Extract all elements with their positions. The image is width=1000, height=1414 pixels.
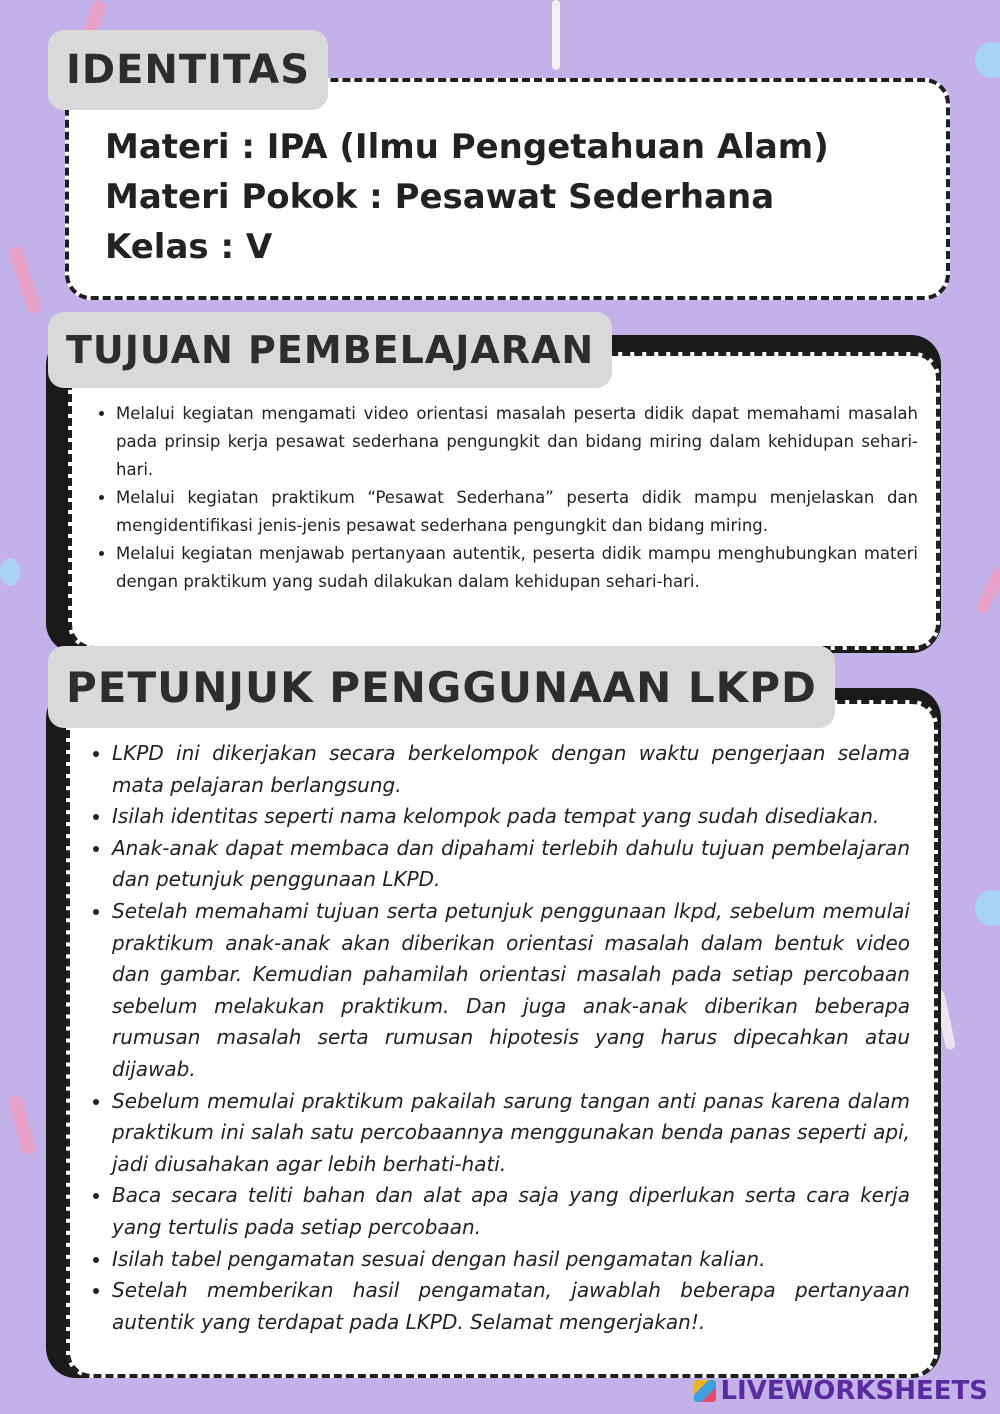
identitas-line-kelas: Kelas : V: [105, 227, 273, 267]
tujuan-item: • Melalui kegiatan praktikum “Pesawat Sederhana” peserta didik mampu menjelaskan dan mengidentifikasi jenis-jenis pesawat sederhana pengungkit dan bidang miring.: [116, 484, 918, 540]
decor-sprinkle: [8, 245, 43, 316]
liveworksheets-logo[interactable]: [694, 1376, 988, 1406]
decor-sprinkle: [7, 1094, 36, 1156]
liveworksheets-logo-icon: [694, 1380, 716, 1402]
identitas-line-materi: Materi : IPA (Ilmu Pengetahuan Alam): [105, 127, 829, 167]
tujuan-list: [94, 400, 918, 596]
petunjuk-item: • Isilah identitas seperti nama kelompok pada tempat yang sudah disediakan.: [112, 801, 910, 833]
petunjuk-item: • Sebelum memulai praktikum pakailah sarung tangan anti panas karena dalam praktikum ini salah satu percobaannya menggunakan benda panas seperti api, jadi diusahakan agar lebih berhati-hati.: [112, 1086, 910, 1181]
tujuan-box: [68, 352, 940, 650]
decor-dot: [975, 890, 1000, 926]
petunjuk-item: • LKPD ini dikerjakan secara berkelompok dengan waktu pengerjaan selama mata pelajaran berlangsung.: [112, 738, 910, 801]
decor-sprinkle: [975, 565, 1000, 615]
petunjuk-item: • Baca secara teliti bahan dan alat apa saja yang diperlukan serta cara kerja yang tertulis pada setiap percobaan.: [112, 1180, 910, 1243]
identitas-line-materi-pokok: Materi Pokok : Pesawat Sederhana: [105, 177, 775, 217]
identitas-box: [65, 78, 950, 300]
petunjuk-item: • Setelah memahami tujuan serta petunjuk penggunaan lkpd, sebelum memulai praktikum anak-anak akan diberikan orientasi masalah dalam bentuk video dan gambar. Kemudian pahamilah orientasi masalah pada setiap percobaan sebelum melakukan praktikum. Dan juga anak-anak diberikan beberapa rumusan masalah serta rumusan hipotesis yang harus dipecahkan atau dijawab.: [112, 896, 910, 1086]
tujuan-item: • Melalui kegiatan menjawab pertanyaan autentik, peserta didik mampu menghubungkan materi dengan praktikum yang sudah dilakukan dalam kehidupan sehari-hari.: [116, 540, 918, 596]
petunjuk-item: • Setelah memberikan hasil pengamatan, jawablah beberapa pertanyaan autentik yang terdapat pada LKPD. Selamat mengerjakan!.: [112, 1275, 910, 1338]
decor-dot: [0, 558, 20, 586]
petunjuk-box: [66, 700, 938, 1378]
identitas-heading: IDENTITAS: [48, 30, 328, 110]
petunjuk-item: • Anak-anak dapat membaca dan dipahami terlebih dahulu tujuan pembelajaran dan petunjuk penggunaan LKPD.: [112, 833, 910, 896]
petunjuk-item: • Isilah tabel pengamatan sesuai dengan hasil pengamatan kalian.: [112, 1244, 910, 1276]
tujuan-heading: TUJUAN PEMBELAJARAN: [48, 312, 612, 388]
petunjuk-list: [90, 738, 910, 1338]
logo-text: LIVEWORKSHEETS: [720, 1376, 988, 1406]
decor-sprinkle: [552, 0, 560, 70]
tujuan-item: • Melalui kegiatan mengamati video orientasi masalah peserta didik dapat memahami masalah pada prinsip kerja pesawat sederhana pengungkit dan bidang miring dalam kehidupan sehari-hari.: [116, 400, 918, 484]
decor-dot: [975, 42, 1000, 78]
petunjuk-heading: PETUNJUK PENGGUNAAN LKPD: [48, 646, 835, 728]
